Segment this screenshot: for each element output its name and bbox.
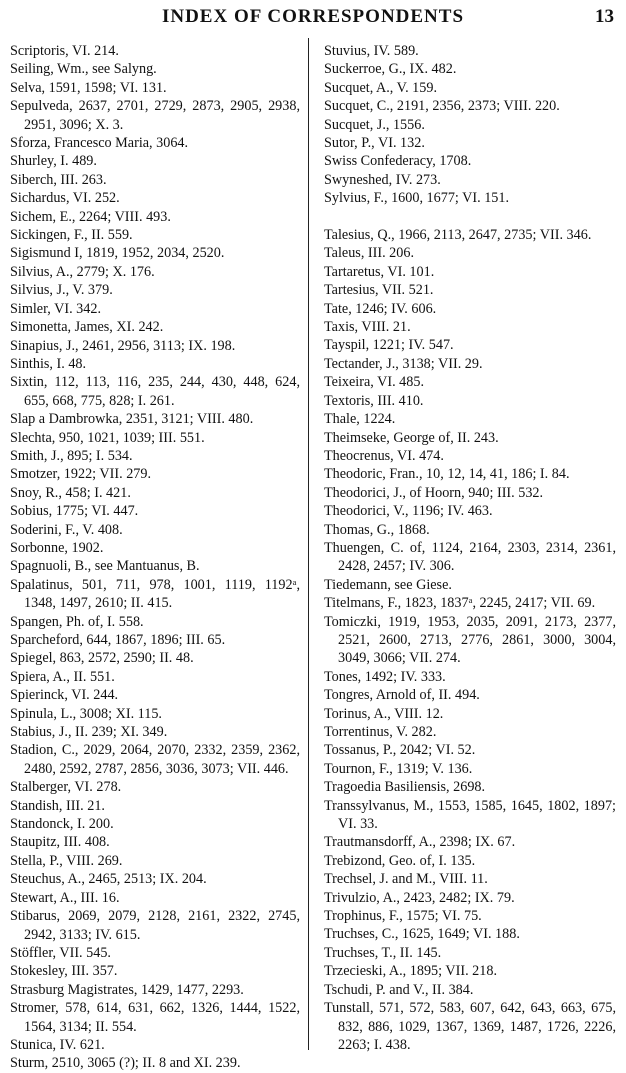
index-entry: Trechsel, J. and M., VIII. 11. [324, 871, 488, 888]
index-entry: Sinapius, J., 2461, 2956, 3113; IX. 198. [10, 337, 236, 354]
index-entry: Smith, J., 895; I. 534. [10, 447, 133, 464]
index-entry: Smotzer, 1922; VII. 279. [10, 466, 152, 483]
index-entry: Tiedemann, see Giese. [324, 576, 452, 593]
index-entry: Sorbonne, 1902. [10, 539, 104, 556]
index-entry: Tectander, J., 3138; VII. 29. [324, 355, 483, 372]
index-entry: Sichardus, VI. 252. [10, 190, 120, 207]
index-entry: Staupitz, III. 408. [10, 834, 110, 851]
index-entry: Stokesley, III. 357. [10, 963, 118, 980]
index-entry: Spierinck, VI. 244. [10, 687, 119, 704]
index-entry: Thale, 1224. [324, 411, 396, 428]
index-entry: Spalatinus, 501, 711, 978, 1001, 1119, 1192ᵃ, 1348, 1497, 2610; II. 415. [10, 576, 300, 612]
left-column [10, 42, 300, 1073]
index-entry: Standonck, I. 200. [10, 816, 114, 833]
index-entry: Torrentinus, V. 282. [324, 724, 437, 741]
index-entry: Sutor, P., VI. 132. [324, 135, 425, 152]
index-entry: Stabius, J., II. 239; XI. 349. [10, 724, 168, 741]
index-entry: Tones, 1492; IV. 333. [324, 668, 446, 685]
index-entry: Sparcheford, 644, 1867, 1896; III. 65. [10, 632, 226, 648]
column-divider [308, 38, 309, 1050]
index-entry: Spagnuoli, B., see Mantuanus, B. [10, 558, 200, 575]
section-gap [324, 208, 616, 226]
index-entry: Sixtin, 112, 113, 116, 235, 244, 430, 448, 624, 655, 668, 775, 828; I. 261. [10, 374, 300, 409]
index-entry: Theodoric, Fran., 10, 12, 14, 41, 186; I. 84. [324, 466, 570, 483]
index-entry: Teixeira, VI. 485. [324, 374, 424, 391]
index-entry: Trebizond, Geo. of, I. 135. [324, 852, 476, 869]
index-entry: Siberch, III. 263. [10, 171, 107, 188]
index-entry: Stewart, A., III. 16. [10, 889, 120, 906]
index-entry: Tossanus, P., 2042; VI. 52. [324, 742, 476, 759]
index-entry: Talesius, Q., 1966, 2113, 2647, 2735; VII. 346. [324, 227, 592, 244]
page-number: 13 [595, 6, 614, 27]
index-entry: Transsylvanus, M., 1553, 1585, 1645, 1802, 1897; VI. 33. [324, 797, 616, 833]
index-entry: Slap a Dambrowka, 2351, 3121; VIII. 480. [10, 411, 254, 428]
index-entry: Seiling, Wm., see Salyng. [10, 61, 157, 78]
index-entry: Spiegel, 863, 2572, 2590; II. 48. [10, 650, 194, 667]
index-entry: Tschudi, P. and V., II. 384. [324, 981, 474, 998]
index-entry: Sobius, 1775; VI. 447. [10, 503, 139, 520]
index-entry: Stella, P., VIII. 269. [10, 852, 123, 869]
index-entry: Scriptoris, VI. 214. [10, 43, 119, 59]
index-entry: Snoy, R., 458; I. 421. [10, 484, 131, 501]
index-entry: Silvius, A., 2779; X. 176. [10, 263, 155, 280]
index-entry: Stadion, C., 2029, 2064, 2070, 2332, 2359, 2362, 2480, 2592, 2787, 2856, 3036, 3073; VII. 446. [10, 742, 300, 777]
index-entry: Spangen, Ph. of, I. 558. [10, 613, 144, 630]
index-entry: Slechta, 950, 1021, 1039; III. 551. [10, 429, 205, 446]
index-entry: Sforza, Francesco Maria, 3064. [10, 135, 189, 152]
right-column-s-entries [324, 42, 616, 208]
right-column-t-entries [324, 226, 616, 1054]
index-entry: Theimseke, George of, II. 243. [324, 429, 499, 446]
index-entry: Tunstall, 571, 572, 583, 607, 642, 643, 663, 675, 832, 886, 1029, 1367, 1369, 1487, 1726, 2226, 2263; I. 438. [324, 1000, 616, 1053]
index-entry: Tartaretus, VI. 101. [324, 263, 435, 280]
index-entry: Sturm, 2510, 3065 (?); II. 8 and XI. 239. [10, 1055, 241, 1072]
index-entry: Sichem, E., 2264; VIII. 493. [10, 208, 171, 225]
index-entry: Thomas, G., 1868. [324, 521, 430, 538]
index-entry: Tournon, F., 1319; V. 136. [324, 760, 473, 777]
index-entry: Stromer, 578, 614, 631, 662, 1326, 1444, 1522, 1564, 3134; II. 554. [10, 1000, 300, 1035]
page-title: INDEX OF CORRESPONDENTS [161, 6, 465, 27]
index-entry: Truchses, C., 1625, 1649; VI. 188. [324, 926, 520, 943]
index-entry: Silvius, J., V. 379. [10, 282, 113, 299]
index-entry: Simler, VI. 342. [10, 300, 101, 317]
index-entry: Spiera, A., II. 551. [10, 668, 115, 685]
index-entry: Stöffler, VII. 545. [10, 944, 111, 961]
index-entry: Torinus, A., VIII. 12. [324, 705, 444, 722]
index-entry: Stuvius, IV. 589. [324, 43, 419, 59]
index-entry: Trivulzio, A., 2423, 2482; IX. 79. [324, 889, 515, 906]
index-entry: Titelmans, F., 1823, 1837ᵃ, 2245, 2417; VII. 69. [324, 595, 596, 612]
index-entry: Textoris, III. 410. [324, 392, 424, 409]
index-entry: Sucquet, C., 2191, 2356, 2373; VIII. 220. [324, 98, 560, 115]
index-entry: Theodorici, V., 1196; IV. 463. [324, 503, 493, 520]
index-entry: Sigismund I, 1819, 1952, 2034, 2520. [10, 245, 225, 262]
index-entry: Sinthis, I. 48. [10, 355, 87, 372]
index-entry: Theocrenus, VI. 474. [324, 447, 444, 464]
index-entry: Taxis, VIII. 21. [324, 319, 411, 336]
index-entry: Selva, 1591, 1598; VI. 131. [10, 79, 167, 96]
index-entry: Trophinus, F., 1575; VI. 75. [324, 908, 482, 925]
index-entry: Suckerroe, G., IX. 482. [324, 61, 457, 78]
index-entry: Sickingen, F., II. 559. [10, 227, 133, 244]
index-entry: Strasburg Magistrates, 1429, 1477, 2293. [10, 981, 244, 998]
index-entry: Trzecieski, A., 1895; VII. 218. [324, 963, 497, 980]
index-entry: Stalberger, VI. 278. [10, 779, 122, 796]
index-entry: Simonetta, James, XI. 242. [10, 319, 164, 336]
index-entry: Stibarus, 2069, 2079, 2128, 2161, 2322, 2745, 2942, 3133; IV. 615. [10, 908, 300, 943]
index-entry: Sylvius, F., 1600, 1677; VI. 151. [324, 190, 510, 207]
index-entry: Tartesius, VII. 521. [324, 282, 434, 299]
index-entry: Spinula, L., 3008; XI. 115. [10, 705, 162, 722]
index-entry: Tomiczki, 1919, 1953, 2035, 2091, 2173, 2377, 2521, 2600, 2713, 2776, 2861, 3000, 3004, 3049, 3066; VII. 274. [324, 613, 616, 667]
index-entry: Swyneshed, IV. 273. [324, 171, 441, 188]
index-entry: Tragoedia Basiliensis, 2698. [324, 779, 486, 796]
index-entry: Trautmansdorff, A., 2398; IX. 67. [324, 834, 516, 851]
index-entry: Truchses, T., II. 145. [324, 944, 442, 961]
right-column [324, 42, 616, 1054]
index-entry: Shurley, I. 489. [10, 153, 97, 170]
index-entry: Tate, 1246; IV. 606. [324, 300, 437, 317]
page-header [0, 6, 626, 28]
index-entry: Tongres, Arnold of, II. 494. [324, 687, 480, 704]
index-entry: Standish, III. 21. [10, 797, 105, 814]
index-entry: Steuchus, A., 2465, 2513; IX. 204. [10, 871, 207, 888]
index-entry: Thuengen, C. of, 1124, 2164, 2303, 2314, 2361, 2428, 2457; IV. 306. [324, 539, 616, 575]
index-entry: Swiss Confederacy, 1708. [324, 153, 472, 170]
index-entry: Sucquet, A., V. 159. [324, 79, 437, 96]
index-entry: Sucquet, J., 1556. [324, 116, 425, 133]
index-entry: Stunica, IV. 621. [10, 1036, 105, 1053]
index-entry: Sepulveda, 2637, 2701, 2729, 2873, 2905, 2938, 2951, 3096; X. 3. [10, 98, 300, 133]
index-entry: Taleus, III. 206. [324, 245, 415, 262]
index-entry: Tayspil, 1221; IV. 547. [324, 337, 454, 354]
index-entry: Soderini, F., V. 408. [10, 521, 123, 538]
index-entry: Theodorici, J., of Hoorn, 940; III. 532. [324, 484, 544, 501]
